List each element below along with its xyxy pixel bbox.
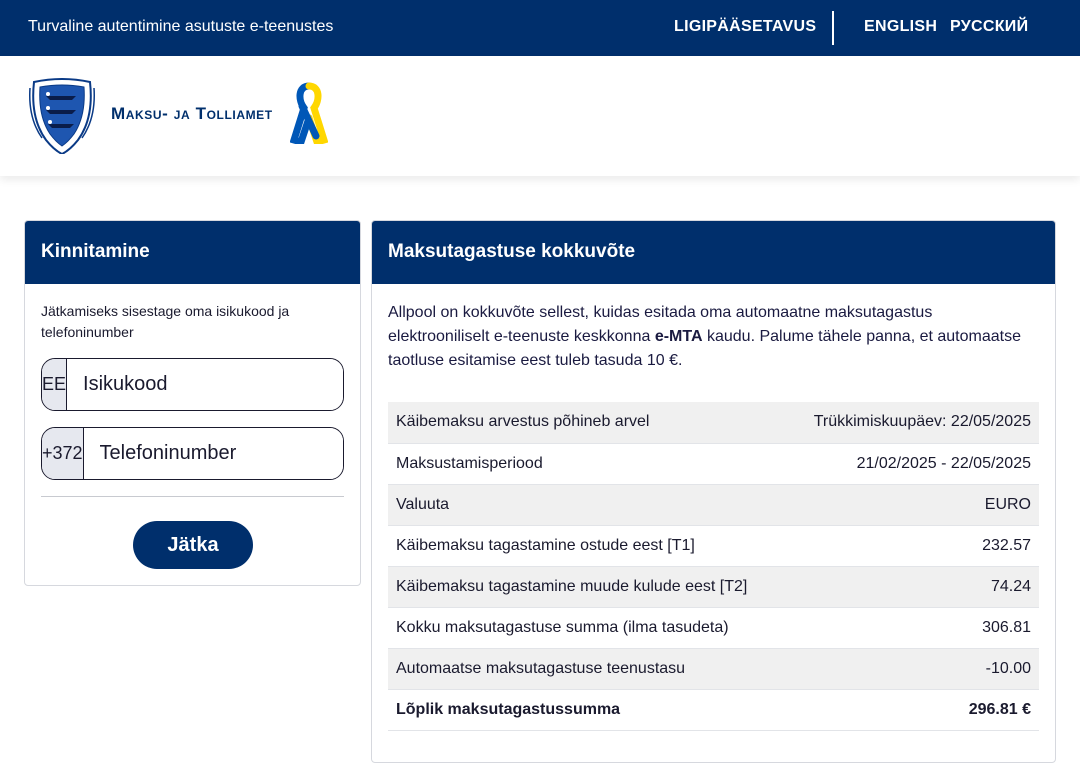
form-divider (41, 496, 344, 497)
row-value: Trükkimiskuupäev: 22/05/2025 (786, 402, 1039, 443)
tagline: Turvaline autentimine asutuste e-teenustes (28, 18, 334, 35)
auth-instruction: Jätkamiseks sisestage oma isikukood ja telefoninumber (41, 303, 290, 340)
row-label: Valuuta (388, 484, 786, 525)
row-label: Käibemaksu arvestus põhineb arvel (388, 402, 786, 443)
row-value: 21/02/2025 - 22/05/2025 (786, 443, 1039, 484)
emta-highlight: e-MTA (654, 328, 703, 345)
country-prefix: EE (42, 359, 67, 410)
table-row (388, 607, 1039, 648)
personal-code-field (41, 358, 344, 411)
table-row (388, 648, 1039, 689)
total-value: 296.81 € (786, 689, 1039, 730)
estonian-coat-of-arms-icon[interactable] (28, 78, 96, 154)
authentication-card (24, 220, 361, 586)
phone-prefix: +372 (42, 428, 84, 479)
row-value: 232.57 (786, 525, 1039, 566)
row-label: Maksustamisperiood (388, 443, 786, 484)
row-label: Kokku maksutagastuse summa (ilma tasudeta) (388, 607, 786, 648)
total-label: Lõplik maksutagastussumma (388, 689, 786, 730)
summary-intro (388, 301, 1038, 373)
table-row-total (388, 689, 1039, 730)
top-bar (0, 0, 1080, 56)
agency-name: Maksu- ja Tolliamet (111, 104, 273, 123)
row-value: -10.00 (786, 648, 1039, 689)
nav-divider (832, 11, 834, 45)
row-label: Automaatse maksutagastuse teenustasu (388, 648, 786, 689)
row-label: Käibemaksu tagastamine muude kulude eest [T2] (388, 566, 786, 607)
phone-number-input[interactable] (84, 428, 344, 479)
table-row (388, 402, 1039, 443)
intro-text-end: kaudu. Palume tähele panna, et automaatse taotluse esitamise eest tuleb tasuda 10 €. (388, 328, 1021, 369)
row-value: 306.81 (786, 607, 1039, 648)
accessibility-link[interactable]: LIGIPÄÄSETAVUS (674, 18, 817, 35)
table-row (388, 566, 1039, 607)
table-row (388, 525, 1039, 566)
table-row (388, 443, 1039, 484)
refund-summary-card (371, 220, 1056, 763)
summary-table (388, 402, 1039, 731)
ukraine-ribbon-icon (290, 82, 328, 144)
row-label: Käibemaksu tagastamine ostude eest [T1] (388, 525, 786, 566)
row-value: EURO (786, 484, 1039, 525)
personal-code-input[interactable] (67, 359, 344, 410)
language-russian-link[interactable]: РУССКИЙ (950, 18, 1029, 35)
refund-summary-title: Maksutagastuse kokkuvõte (372, 221, 1055, 284)
continue-button[interactable]: Jätka (133, 521, 253, 569)
row-value: 74.24 (786, 566, 1039, 607)
table-row (388, 484, 1039, 525)
authentication-card-title: Kinnitamine (25, 221, 360, 284)
intro-text: Allpool on kokkuvõte sellest, kuidas esitada oma automaatne maksutagastus elektrooniliselt e-teenuste keskkonna (388, 304, 933, 345)
site-header (0, 56, 1080, 176)
phone-field (41, 427, 344, 480)
language-english-link[interactable]: ENGLISH (864, 18, 938, 35)
